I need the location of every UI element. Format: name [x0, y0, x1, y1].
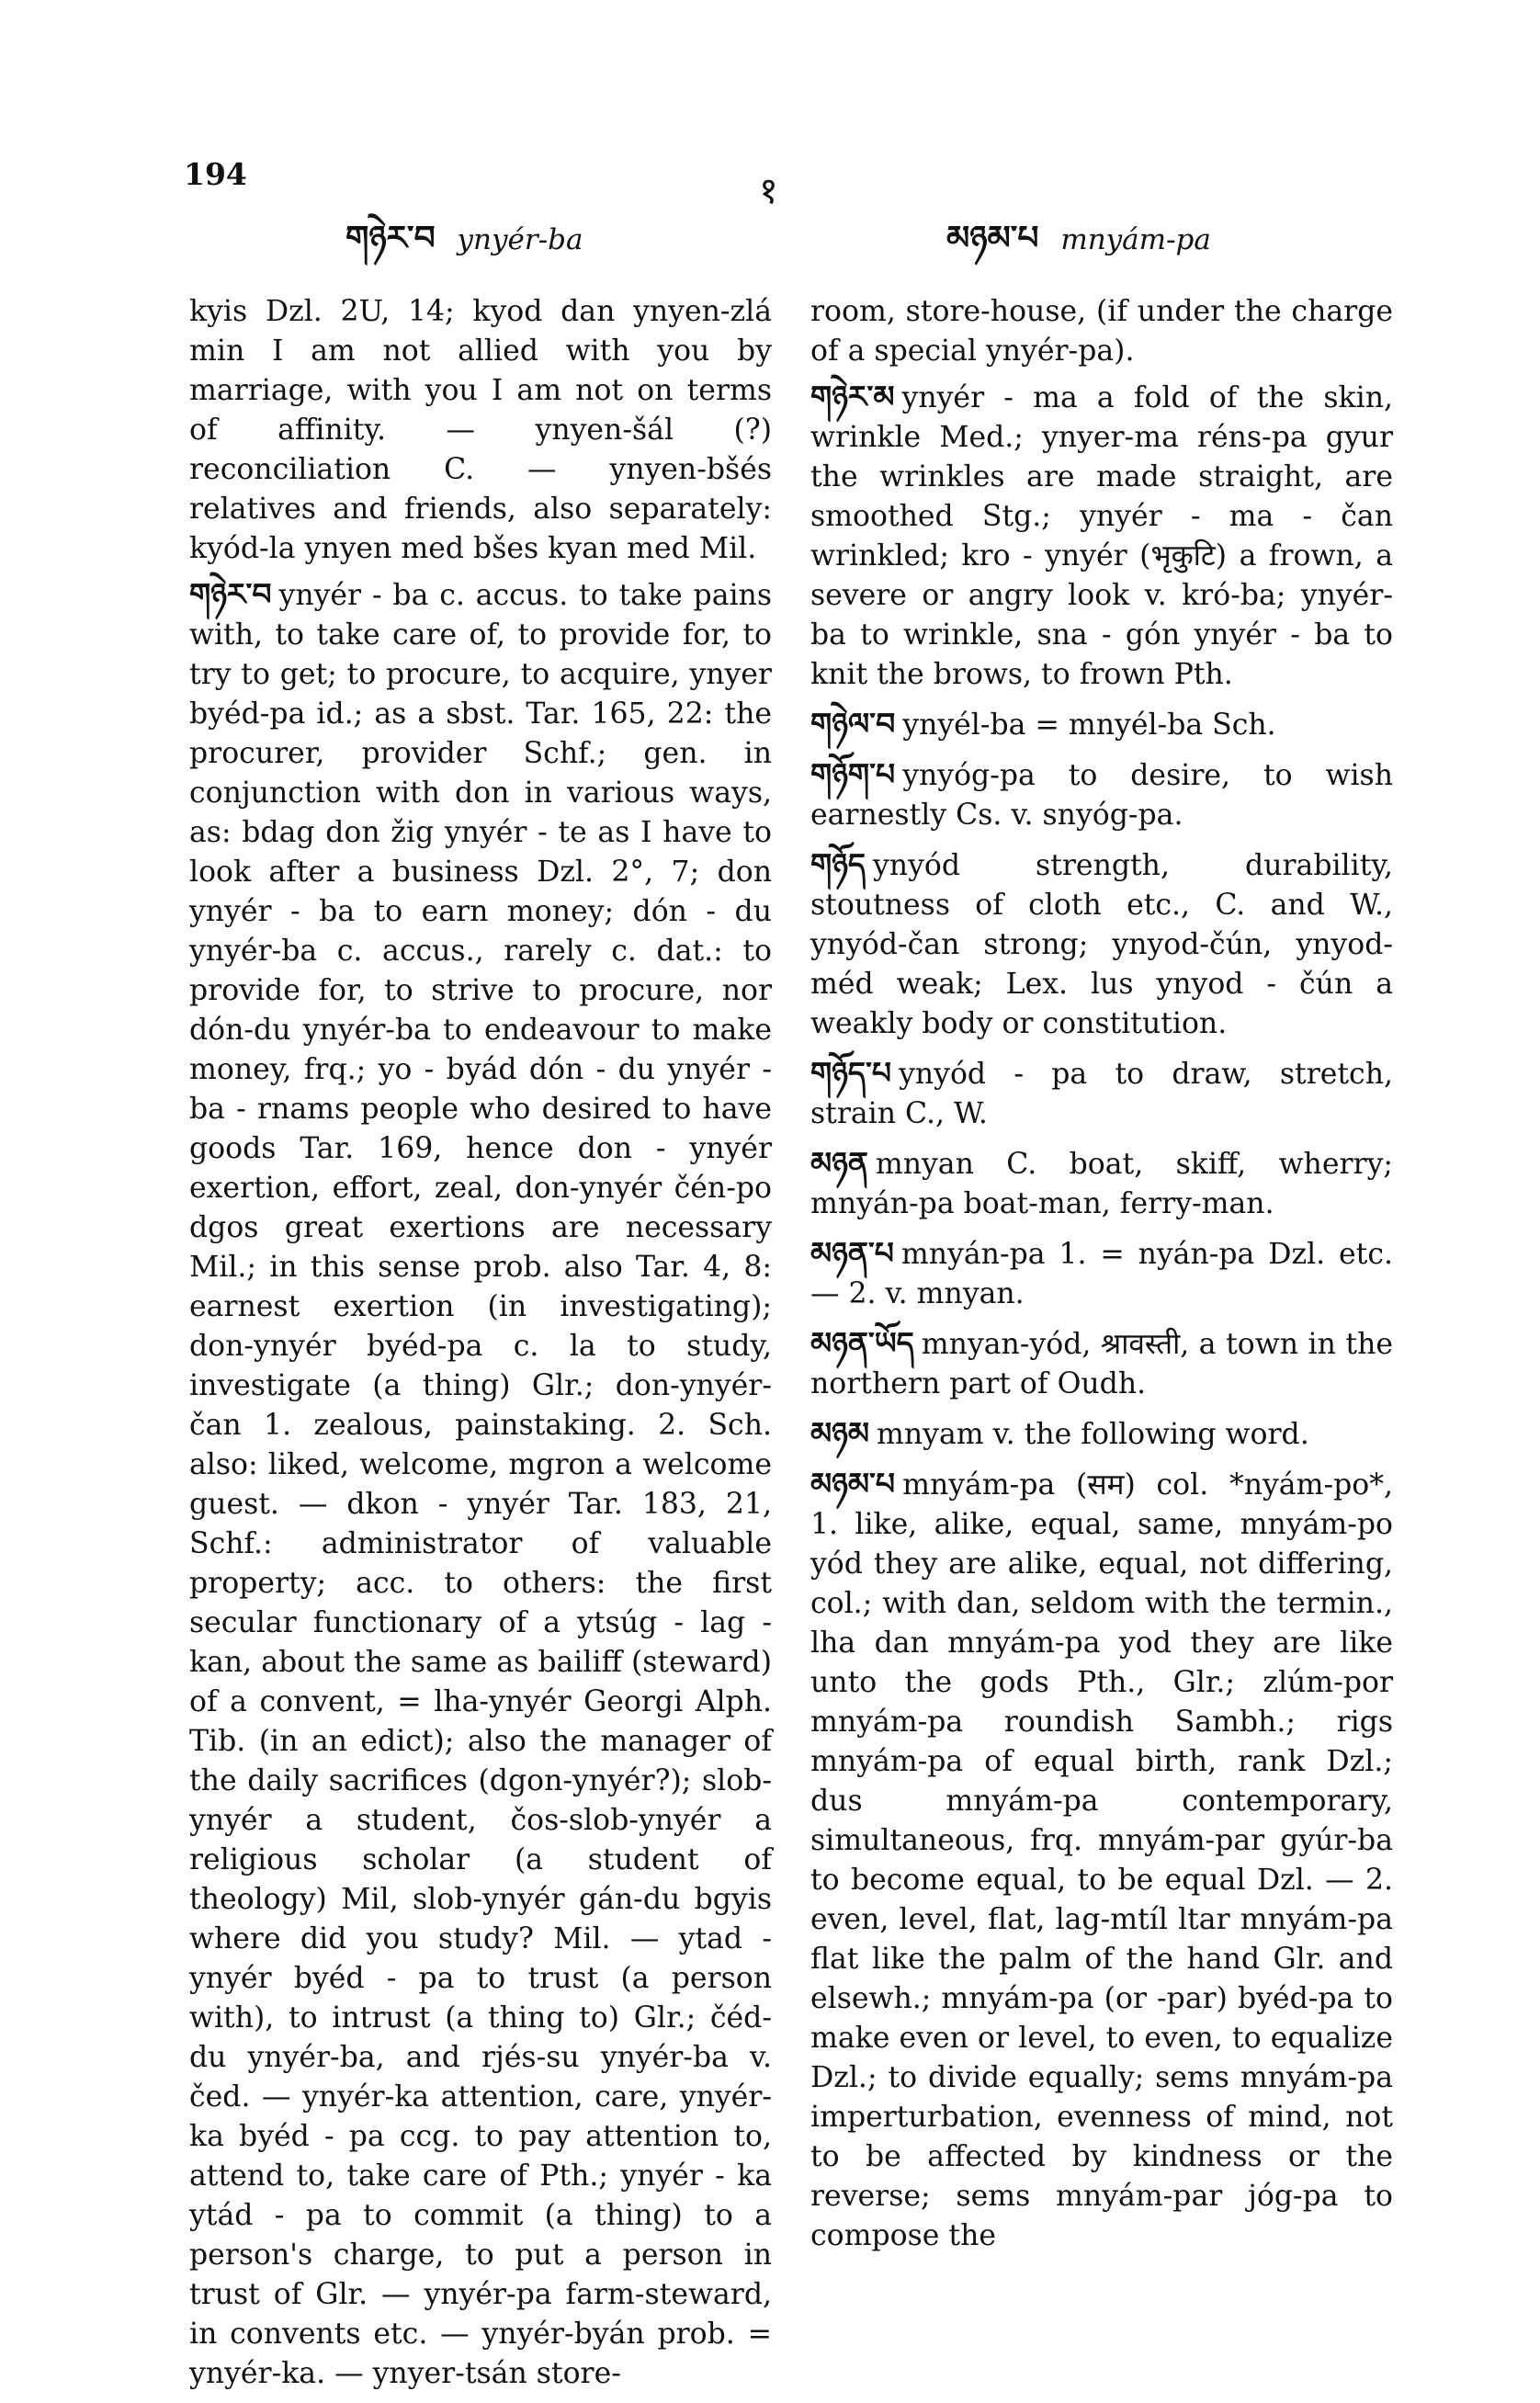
dictionary-entry: [810, 1413, 1393, 1455]
running-head-right: [946, 200, 1211, 294]
dictionary-entry: [810, 1323, 1393, 1404]
entry-text: mnyán-pa 1. = nyán-pa Dzl. etc. — 2. v. mnyan.: [810, 1238, 1393, 1310]
center-page-glyph: १: [759, 170, 778, 212]
dictionary-entry: [810, 1464, 1393, 2256]
entry-headword-tibetan: གཉེར་མ: [810, 379, 895, 414]
dictionary-entry: [810, 754, 1393, 835]
entry-headword-tibetan: གཉོག་པ: [810, 756, 896, 792]
entry-text: ynyér - ba c. accus. to take pains with, to take care of, to provide for, to try to get; to procure, to acquire, ynyer byéd-pa id.; as a sbst. Tar. 165, 22: the procurer, provider Schf.; gen. in conjunction with don in various ways, as: bdag don žig ynyér - te as I have to look after a business Dzl. 2°, 7; don ynyér - ba to earn money; dón - du ynyér-ba c. accus., rarely c. dat.: to provide for, to strive to procure, nor dón-du ynyér-ba to endeavour to make money, frq.; yo - byád dón - du ynyér - ba - rnams people who desired to have goods Tar. 169, hence don - ynyér exertion, effort, zeal, don-ynyér čén-po dgos great exertions are necessary Mil.; in this sense prob. also Tar. 4, 8: earnest exertion (in investigating); don-ynyér byéd-pa c. la to study, investigate (a thing) Glr.; don-ynyér-čan 1. zealous, painstaking. 2. Sch. also: liked, welcome, mgron a welcome guest. — dkon - ynyér Tar. 183, 21, Schf.: administrator of valuable property; acc. to others: the first secular functionary of a ytsúg - lag - kan, about the same as bailiff (steward) of a convent, = lha-ynyér Georgi Alph. Tib. (in an edict); also the manager of the daily sacrifices (dgon-ynyér?); slob-ynyér a student, čos-slob-ynyér a religious scholar (a student of theology) Mil, slob-ynyér gán-du bgyis where did you study? Mil. — ytad - ynyér byéd - pa to trust (a person with), to intrust (a thing to) Glr.; čéd-du ynyér-ba, and rjés-su ynyér-ba v. čed. — ynyér-ka attention, care, ynyér-ka byéd - pa ccg. to pay attention to, attend to, take care of Pth.; ynyér - ka ytád - pa to commit (a thing) to a person's charge, to put a person in trust of Glr. — ynyér-pa farm-steward, in convents etc. — ynyér-byán prob. = ynyér-ka. — ynyer-tsán store-: [189, 579, 772, 2390]
entry-text: ynyér - ma a fold of the skin, wrinkle Med.; ynyer-ma réns-pa gyur the wrinkles are made straight, are smoothed Stg.; ynyér - ma - čan wrinkled; kro - ynyér (भृकुटि) a frown, a severe or angry look v. kró-ba; ynyér-ba to wrinkle, sna - gón ynyér - ba to knit the brows, to frown Pth.: [810, 381, 1393, 691]
entry-headword-tibetan: གཉེལ་བ: [810, 706, 896, 742]
dictionary-entry: [189, 574, 772, 2394]
dictionary-entry: [810, 1143, 1393, 1224]
running-head-right-title: mnyám-pa: [1060, 223, 1211, 256]
entry-text: mnyan C. boat, skiff, wherry; mnyán-pa boat-man, ferry-man.: [810, 1148, 1393, 1220]
entry-text: ynyód - pa to draw, stretch, strain C., W.: [810, 1058, 1393, 1130]
dictionary-entry: [810, 704, 1393, 745]
entry-headword-tibetan: གཉེར་བ: [189, 576, 272, 612]
entry-headword-tibetan: མཉན་ཡོད: [810, 1325, 914, 1361]
entry-text: mnyan-yód, श्रावस्ती, a town in the northern part of Oudh.: [810, 1328, 1393, 1400]
dictionary-entry: [810, 844, 1393, 1044]
left-column: [189, 292, 772, 2403]
running-head-left-tibetan: གཉེར་བ: [345, 220, 436, 257]
entry-headword-tibetan: མཉམ: [810, 1415, 869, 1451]
entry-text: mnyám-pa (सम) col. *nyám-po*, 1. like, alike, equal, same, mnyám-po yód they are alike, equal, not differing, col.; with dan, seldom with the termin., lha dan mnyám-pa yod they are like unto the gods Pth., Glr.; zlúm-por mnyám-pa roundish Sambh.; rigs mnyám-pa of equal birth, rank Dzl.; dus mnyám-pa contemporary, simultaneous, frq. mnyám-par gyúr-ba to become equal, to be equal Dzl. — 2. even, level, flat, lag-mtíl ltar mnyám-pa flat like the palm of the hand Glr. and elsewh.; mnyám-pa (or -par) byéd-pa to make even or level, to even, to equalize Dzl.; to divide equally; sems mnyám-pa imperturbation, evenness of mind, not to be affected by kindness or the reverse; sems mnyám-par jóg-pa to compose the: [810, 1468, 1393, 2252]
running-head-left-title: ynyér-ba: [457, 223, 583, 256]
entry-text: ynyóg-pa to desire, to wish earnestly Cs. v. snyóg-pa.: [810, 759, 1393, 832]
entry-headword-tibetan: མཉན: [810, 1145, 868, 1181]
page-number: 194: [184, 156, 247, 192]
entry-headword-tibetan: གཉོད: [810, 846, 866, 882]
dictionary-entry: [810, 1233, 1393, 1314]
entry-headword-tibetan: གཉོད་པ: [810, 1055, 892, 1091]
entry-continuation: [189, 292, 772, 569]
entry-text: mnyam v. the following word.: [877, 1418, 1309, 1451]
dictionary-entry: [810, 1053, 1393, 1134]
entry-text: ynyód strength, durability, stoutness of cloth etc., C. and W., ynyód-čan strong; ynyod-čún, ynyod-méd weak; Lex. lus ynyod - čún a weakly body or constitution.: [810, 849, 1393, 1040]
running-head-right-tibetan: མཉམ་པ: [946, 220, 1039, 257]
dictionary-entry: [810, 377, 1393, 695]
entry-text: kyis Dzl. 2U, 14; kyod dan ynyen-zlá min I am not allied with you by marriage, with you I am not on terms of affinity. — ynyen-šál (?) reconciliation C. — ynyen-bšés relatives and friends, also separately: kyód-la ynyen med bšes kyan med Mil.: [189, 295, 772, 565]
entry-text: ynyél-ba = mnyél-ba Sch.: [902, 708, 1276, 742]
right-column: [810, 292, 1393, 2265]
entry-text: room, store-house, (if under the charge of a special ynyér-pa).: [810, 295, 1393, 368]
entry-continuation: [810, 292, 1393, 371]
running-head-left: [345, 200, 583, 294]
entry-headword-tibetan: མཉན་པ: [810, 1235, 894, 1271]
entry-headword-tibetan: མཉམ་པ: [810, 1466, 896, 1502]
